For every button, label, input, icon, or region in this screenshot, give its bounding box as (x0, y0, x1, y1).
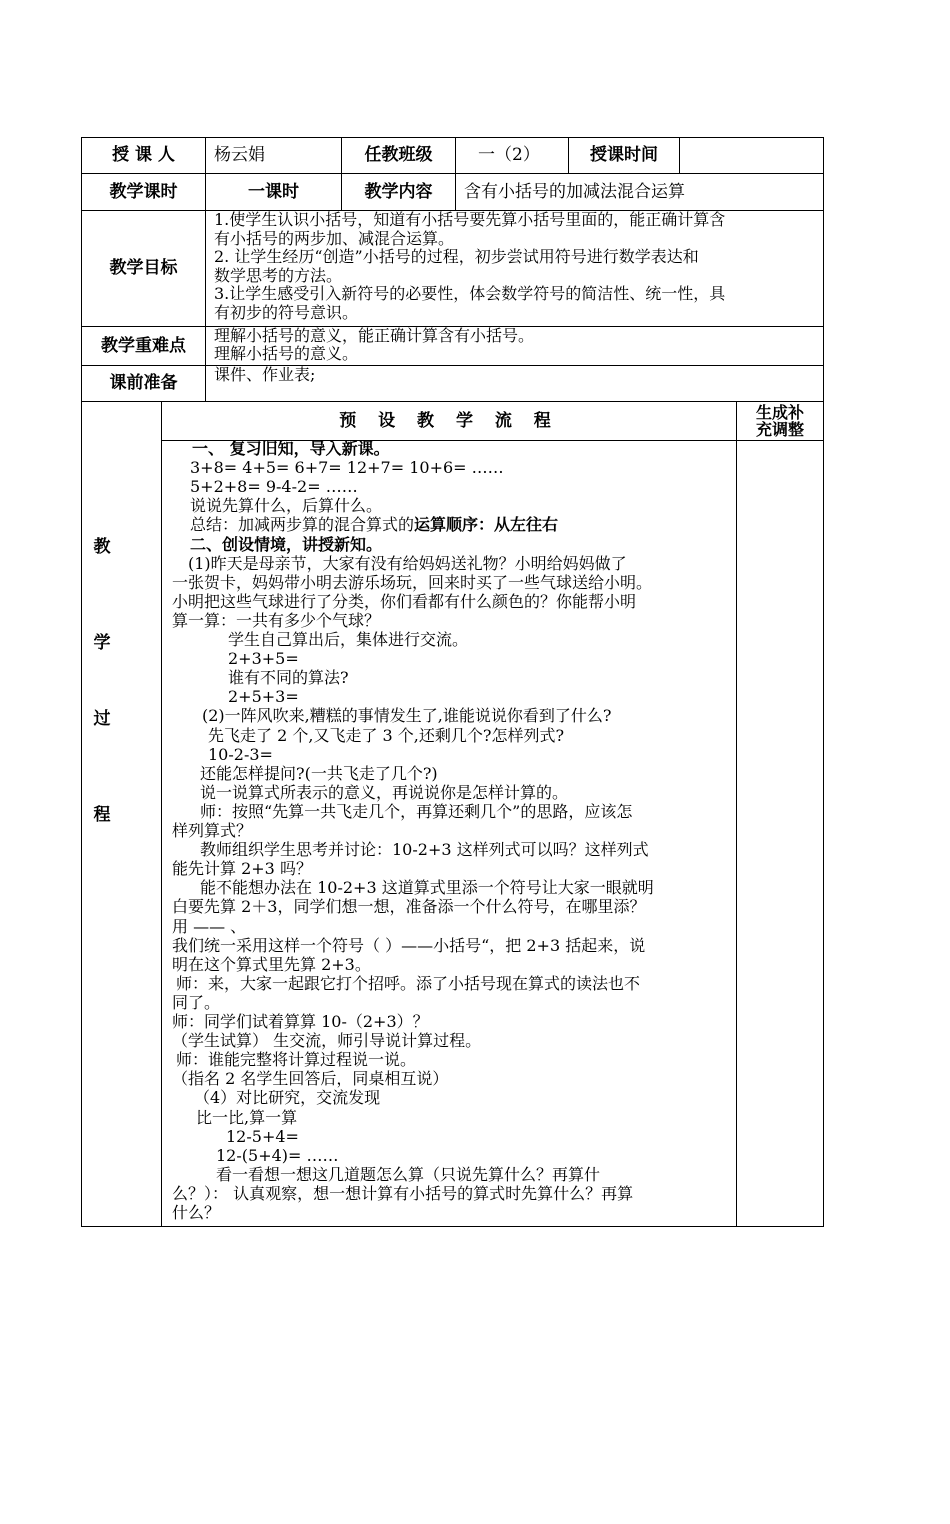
process-line (172, 1070, 448, 1088)
process-line-text: 能先计算 2+3 吗？ (172, 859, 312, 879)
content-label: 教学内容 (364, 182, 433, 202)
process-line-text: 明在这个算式里先算 2+3。 (172, 954, 371, 974)
objective-line: 2. 让学生经历“创造”小括号的过程，初步尝试用符号进行数学表达和 (214, 247, 699, 266)
process-line (188, 555, 627, 573)
process-line (228, 669, 349, 687)
process-line (172, 956, 371, 974)
process-line (226, 1128, 299, 1146)
process-line-text: 师：谁能完整将计算过程说一说。 (176, 1050, 417, 1070)
process-line (172, 994, 220, 1012)
adjust-header-2: 充调整 (755, 420, 804, 439)
process-line (176, 975, 640, 993)
process-line (172, 860, 312, 878)
process-line (200, 841, 649, 859)
objective-line: 3.让学生感受引入新符号的必要性，体会数学符号的简洁性、统一性，具 (214, 284, 726, 303)
process-line (192, 440, 390, 458)
difficulty-label: 教学重难点 (101, 336, 186, 356)
process-line (172, 612, 380, 630)
process-line (172, 822, 252, 840)
process-line-text: 2+3+5= (228, 649, 299, 669)
process-line (172, 918, 246, 936)
process-line-text: 比一比,算一算 (196, 1107, 298, 1127)
process-line-text: (2)一阵风吹来,糟糕的事情发生了,谁能说说你看到了什么? (202, 706, 612, 726)
process-label-1: 教 (93, 537, 111, 557)
process-line-text: 用 —— 、 (172, 916, 247, 936)
process-line-text: 12-(5+4)= …… (216, 1145, 339, 1165)
period-label: 教学课时 (109, 182, 178, 202)
process-line (196, 1109, 297, 1127)
process-line (190, 516, 558, 534)
content-value: 含有小括号的加减法混合运算 (464, 182, 685, 202)
teacher-label: 授 课 人 (112, 145, 175, 165)
process-line (172, 1204, 220, 1222)
process-line-text: 小明把这些气球进行了分类，你们看都有什么颜色的？你能帮小明 (172, 591, 637, 611)
process-label-2: 学 (93, 633, 111, 653)
process-line (190, 497, 382, 515)
process-line (200, 879, 654, 897)
process-line-text: 一张贺卡，妈妈带小明去游乐场玩，回来时买了一些气球送给小明。 (172, 572, 653, 592)
objective-line: 1.使学生认识小括号，知道有小括号要先算小括号里面的，能正确计算含 (214, 210, 726, 229)
process-line (228, 688, 299, 706)
process-line-text: 白要先算 2＋3，同学们想一想，准备添一个什么符号，在哪里添？ (172, 897, 646, 917)
process-line-text: （4）对比研究，交流发现 (194, 1088, 381, 1108)
process-line (172, 593, 636, 611)
process-line-text: 2+5+3= (228, 687, 299, 707)
process-line-text: 我们统一采用这样一个符号（ ）——小括号“，把 2+3 括起来，说 (172, 935, 646, 955)
process-label-4: 程 (93, 805, 111, 825)
process-line (200, 765, 438, 783)
process-line-text: 12-5+4= (226, 1126, 299, 1146)
process-line (202, 707, 611, 725)
process-line (194, 1089, 380, 1107)
process-line-text: 10-2-3= (208, 744, 273, 764)
process-line (228, 650, 299, 668)
process-label-3: 过 (93, 709, 111, 729)
process-line-text: 谁有不同的算法? (228, 668, 349, 688)
process-line-text: 能不能想办法在 10-2+3 这道算式里添一个符号让大家一眼就明 (200, 878, 654, 898)
process-line-bold-tail: 运算顺序：从左往右 (414, 515, 559, 535)
process-line-text: 一、 复习旧知，导入新课。 (192, 440, 390, 458)
process-line (216, 1147, 339, 1165)
period-value: 一课时 (248, 182, 299, 202)
process-line-text: 学生自己算出后，集体进行交流。 (228, 630, 469, 649)
process-line (190, 459, 504, 477)
process-line-text: (1)昨天是母亲节，大家有没有给妈妈送礼物？小明给妈妈做了 (188, 553, 627, 573)
objectives-label: 教学目标 (109, 258, 178, 278)
process-line (190, 536, 382, 554)
process-line (228, 631, 468, 649)
process-line-text: 还能怎样提问?(一共飞走了几个?) (200, 763, 438, 783)
flow-header: 预 设 教 学 流 程 (339, 411, 559, 431)
process-line-text: 二、创设情境，讲授新知。 (190, 534, 383, 554)
time-label: 授课时间 (590, 145, 658, 165)
process-line (200, 784, 568, 802)
process-line (172, 1185, 633, 1203)
process-line (208, 746, 273, 764)
process-line (208, 727, 564, 745)
class-label: 任教班级 (364, 145, 433, 165)
process-line-text: 3+8= 4+5= 6+7= 12+7= 10+6= …… (190, 458, 504, 478)
process-line (190, 478, 358, 496)
process-line-text: 师：按照“先算一共飞走几个，再算还剩几个”的思路，应该怎 (200, 801, 633, 821)
process-line-text: 同了。 (172, 992, 221, 1012)
objective-line: 有初步的符号意识。 (214, 302, 359, 322)
process-line (200, 803, 632, 821)
process-line (172, 1032, 481, 1050)
prep-label: 课前准备 (109, 373, 178, 393)
prep-value: 课件、作业表; (214, 365, 316, 384)
process-line-text: （指名 2 名学生回答后，同桌相互说） (172, 1069, 449, 1089)
class-value: 一（2） (478, 145, 540, 165)
objective-line: 有小括号的两步加、减混合运算。 (214, 228, 455, 248)
process-line (172, 1013, 429, 1031)
process-line (172, 574, 652, 592)
process-line (172, 898, 645, 916)
process-line-text: 总结：加减两步算的混合算式的 (190, 515, 415, 535)
process-line-text: （学生试算） 生交流，师引导说计算过程。 (172, 1031, 482, 1051)
process-line-text: 师：同学们试着算算 10-（2+3）？ (172, 1012, 429, 1031)
adjust-header-1: 生成补 (755, 403, 804, 422)
process-line-text: 看一看想一想这几道题怎么算（只说先算什么？再算什 (216, 1164, 601, 1184)
process-line-text: 教师组织学生思考并讨论：10-2+3 这样列式可以吗？这样列式 (200, 840, 649, 860)
process-line (176, 1051, 416, 1069)
process-line-text: 先飞走了 2 个,又飞走了 3 个,还剩几个?怎样列式? (208, 725, 565, 745)
process-line-text: 说一说算式所表示的意义，再说说你是怎样计算的。 (200, 782, 569, 802)
teacher-value: 杨云娟 (214, 145, 265, 165)
process-line-text: 样列算式？ (172, 821, 253, 840)
process-line-text: 么？）： 认真观察，想一想计算有小括号的算式时先算什么？再算 (172, 1183, 634, 1203)
process-line-text: 5+2+8= 9-4-2= …… (190, 477, 358, 497)
process-line (216, 1166, 600, 1184)
difficulty-line: 理解小括号的意义，能正确计算含有小括号。 (214, 326, 535, 345)
process-content (162, 440, 736, 1524)
process-line-text: 什么？ (172, 1203, 221, 1222)
difficulty-line: 理解小括号的意义。 (214, 344, 359, 363)
objective-line: 数学思考的方法。 (214, 265, 343, 285)
process-line-text: 算一算：一共有多少个气球？ (172, 610, 381, 630)
process-line-text: 师：来，大家一起跟它打个招呼。添了小括号现在算式的读法也不 (176, 973, 641, 993)
process-line (172, 937, 645, 955)
process-line-text: 说说先算什么，后算什么。 (190, 496, 383, 516)
